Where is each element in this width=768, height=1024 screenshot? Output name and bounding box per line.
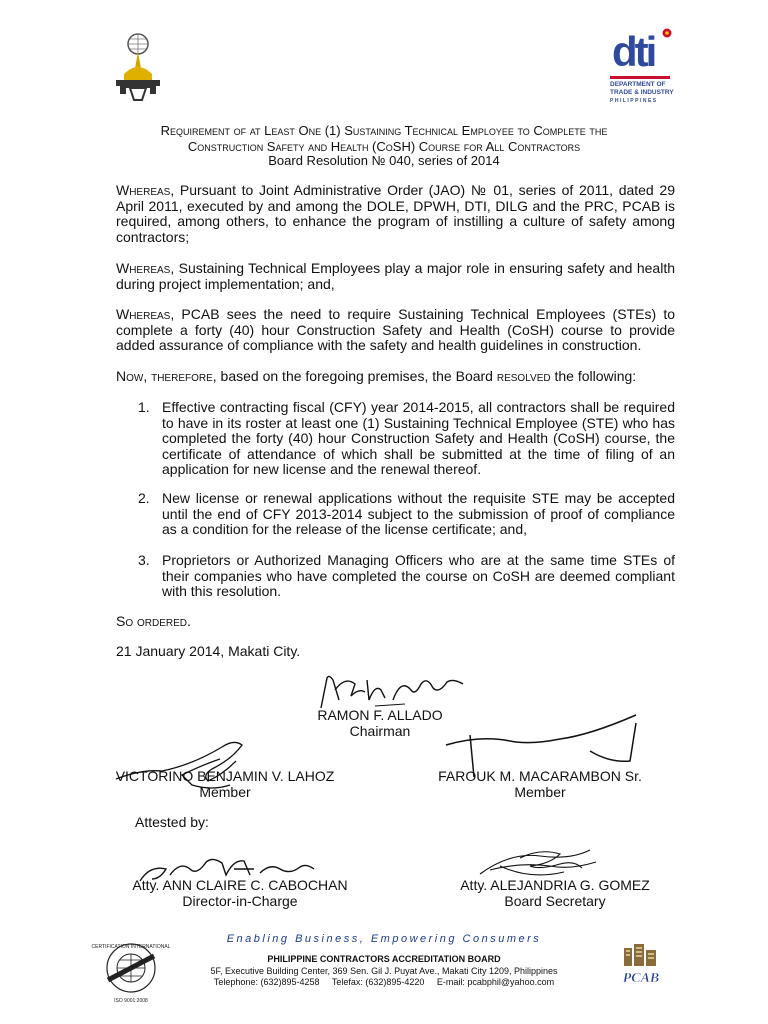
iso-standard: ISO 9001:2008	[114, 998, 148, 1004]
title-line-2: Construction Safety and Health (CoSH) Course for All Contractors	[187, 139, 581, 154]
chairman-title: Chairman	[349, 723, 411, 739]
item-number: 3.	[138, 552, 150, 568]
dti-logo	[610, 26, 676, 104]
secretary-block	[430, 877, 680, 909]
pcab-logo-text: PCAB	[622, 971, 660, 986]
now-therefore-paragraph	[116, 369, 675, 385]
resolved-word: resolved	[496, 368, 551, 384]
secretary-title: Board Secretary	[504, 893, 606, 909]
dti-mark-icon	[610, 26, 676, 75]
member2-block	[420, 768, 660, 800]
footer-contact: Telephone: (632)895-4258 Telefax: (632)895-4220 E-mail: pcabphil@yahoo.com	[213, 977, 555, 987]
whereas-paragraph-2	[116, 261, 675, 292]
title-line-1: Requirement of at Least One (1) Sustaining Technical Employee to Complete the	[160, 123, 608, 138]
paragraph-text: , Sustaining Technical Employees play a major role in ensuring safety and health during project implementation; and,	[116, 260, 675, 292]
resolution-item-3	[138, 553, 675, 600]
member1-name: VICTORINO BENJAMIN V. LAHOZ	[115, 768, 335, 784]
dti-line-1: DEPARTMENT OF	[610, 81, 666, 88]
director-block	[115, 877, 365, 909]
so-ordered: So ordered.	[116, 613, 191, 629]
item-number: 1.	[138, 399, 150, 415]
whereas-paragraph-3	[116, 307, 675, 354]
item-number: 2.	[138, 490, 150, 506]
resolution-item-2	[138, 491, 675, 538]
whereas-lead: Whereas	[116, 260, 171, 276]
chairman-name: RAMON F. ALLADO	[317, 707, 443, 723]
director-title: Director-in-Charge	[182, 893, 298, 909]
dti-line-2: TRADE & INDUSTRY	[610, 89, 674, 96]
whereas-lead: Whereas	[116, 306, 171, 322]
pcab-arch-gear-logo	[112, 30, 164, 102]
member2-name: FAROUK M. MACARAMBON Sr.	[438, 768, 642, 784]
item-text: Effective contracting fiscal (CFY) year 2014-2015, all contractors shall be required to have in its roster at least one (1) Sustaining Technical Employee (STE) who has completed the forty (40) hour Construction Safety and Health (CoSH) course, the certificate of attendance of which shall be submitted at the time of filing of an application for new license and the renewal thereof.	[162, 399, 675, 477]
secretary-name: Atty. ALEJANDRIA G. GOMEZ	[460, 877, 650, 893]
dti-red-bar	[610, 76, 670, 79]
paragraph-text: , PCAB sees the need to require Sustaining Technical Employees (STEs) to complete a forty (40) hour Construction Safety and Health (CoSH) course to provide added assurance of compliance with the safety and health guidelines in construction.	[116, 306, 675, 353]
director-name: Atty. ANN CLAIRE C. CABOCHAN	[132, 877, 348, 893]
footer-address: 5F, Executive Building Center, 369 Sen. Gil J. Puyat Ave., Makati City 1209, Philippines	[210, 966, 558, 976]
pcab-logo	[618, 942, 664, 988]
resolution-item-1	[138, 400, 675, 478]
iso-certification-seal	[91, 940, 171, 1014]
footer-org-name: PHILIPPINE CONTRACTORS ACCREDITATION BOARD	[267, 954, 501, 964]
whereas-paragraph-1	[116, 183, 675, 245]
footer-address-block	[190, 966, 578, 988]
member1-block	[110, 768, 340, 800]
dti-line-3: PHILIPPINES	[610, 98, 658, 104]
now-therefore-tail: the following:	[550, 368, 637, 384]
item-text: New license or renewal applications without the requisite STE may be accepted until the end of CFY 2013-2014 subject to the submission of proof of compliance as a condition for the release of the license certificate; and,	[162, 490, 675, 537]
resolution-number: Board Resolution № 040, series of 2014	[268, 153, 500, 168]
svg-text:dti: dti	[612, 28, 655, 75]
now-therefore-lead: Now, therefore	[116, 368, 213, 384]
member1-title: Member	[199, 784, 251, 800]
now-therefore-mid: , based on the foregoing premises, the Board	[212, 368, 497, 384]
iso-label: CERTIFICATION INTERNATIONAL	[91, 944, 171, 950]
footer-tagline: Enabling Business, Empowering Consumers	[226, 933, 542, 945]
date-place: 21 January 2014, Makati City.	[116, 643, 301, 659]
document-title	[100, 123, 668, 155]
whereas-lead: Whereas	[116, 182, 171, 198]
attested-by: Attested by:	[135, 814, 209, 830]
item-text: Proprietors or Authorized Managing Officers who are at the same time STEs of their companies who have completed the course on CoSH are deemed compliant with this resolution.	[162, 552, 675, 599]
paragraph-text: , Pursuant to Joint Administrative Order (JAO) № 01, series of 2011, dated 29 April 2011, executed by and among the DOLE, DPWH, DTI, DILG and the PRC, PCAB is required, among others, to enhance the program of instilling a culture of safety among contractors;	[116, 182, 675, 245]
member2-title: Member	[514, 784, 566, 800]
